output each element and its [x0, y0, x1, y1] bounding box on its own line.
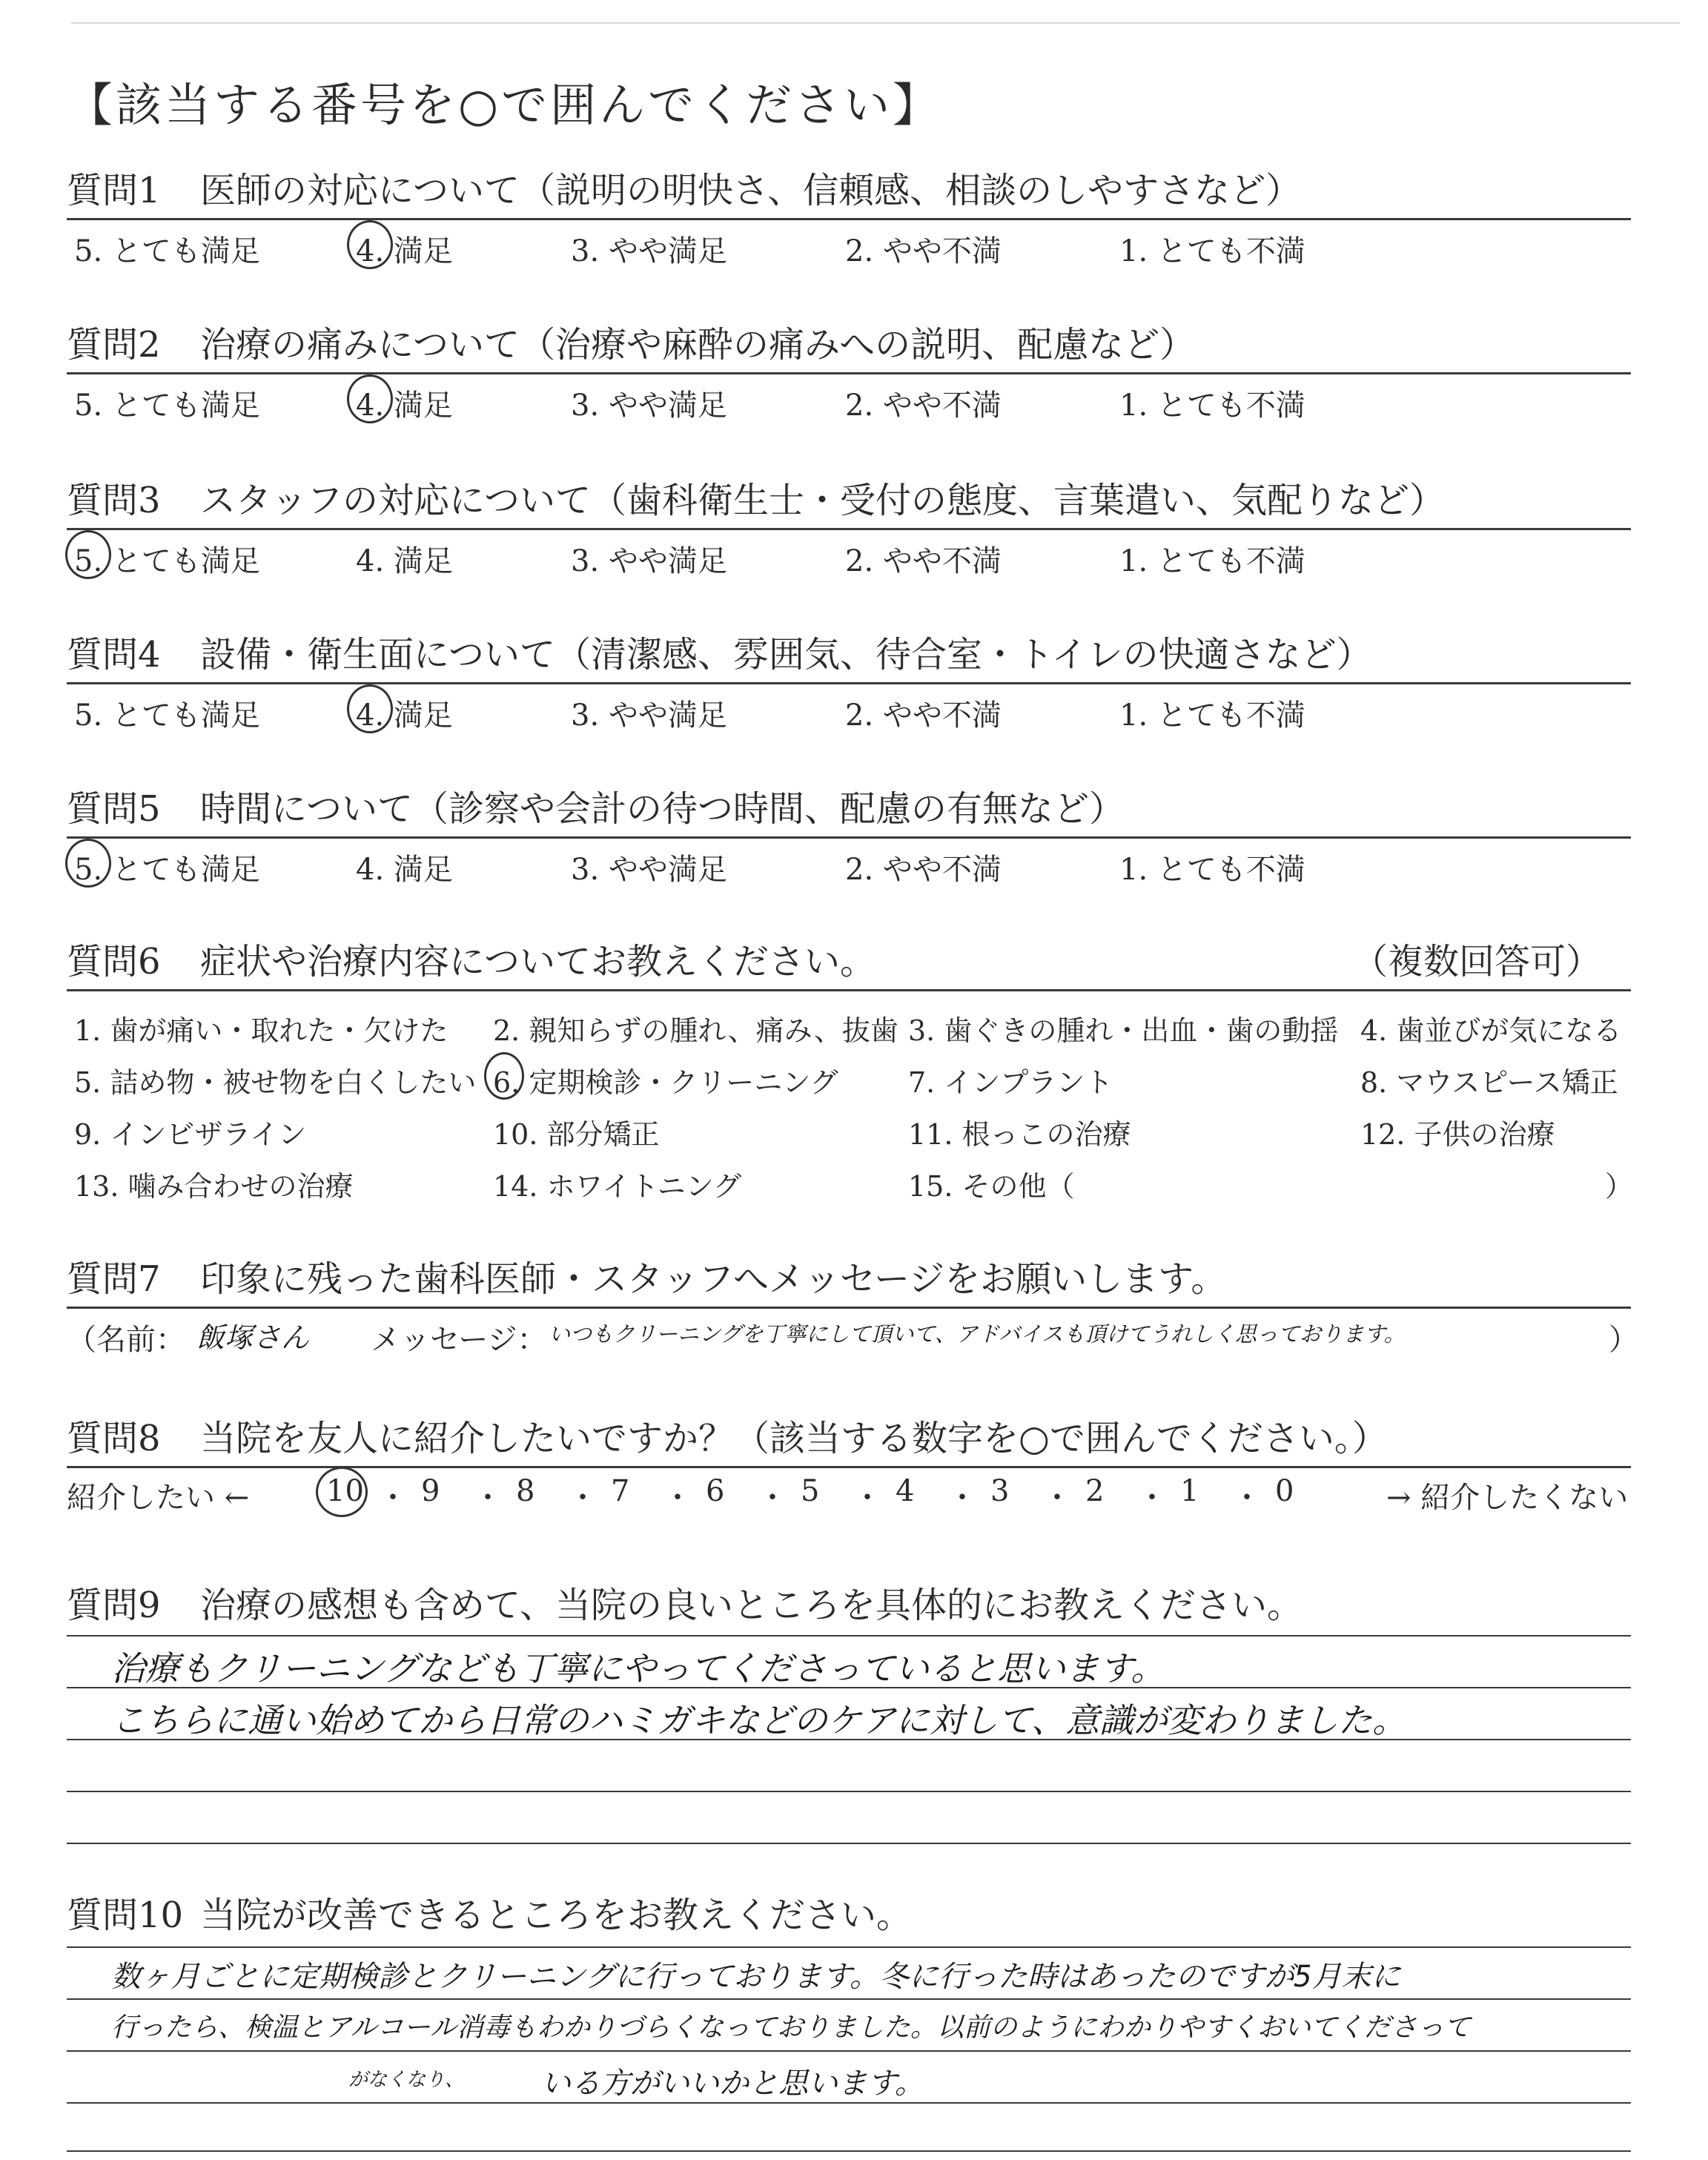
question-text: 時間について（診察や会計の待つ時間、配慮の有無など）	[200, 788, 1125, 830]
question-title	[67, 475, 1631, 526]
rating-option[interactable]: 4. 満足	[356, 544, 453, 578]
scale-separator: ・	[947, 1481, 977, 1515]
selection-circle	[484, 1052, 524, 1100]
scale-value[interactable]: 2	[1085, 1474, 1105, 1508]
q10-insert-note[interactable]: がなくなり、	[348, 2069, 465, 2091]
rating-option[interactable]: 1. とても不満	[1119, 544, 1305, 578]
rating-option[interactable]: 5. とても満足	[74, 544, 260, 578]
treatment-option[interactable]: 14. ホワイトニング	[493, 1170, 742, 1203]
scale-value[interactable]: 1	[1180, 1474, 1199, 1508]
question-text: 治療の痛みについて（治療や麻酔の痛みへの説明、配慮など）	[200, 324, 1196, 366]
scale-value[interactable]: 5	[801, 1474, 820, 1508]
scale-value[interactable]: 9	[421, 1474, 440, 1508]
rating-options	[67, 530, 1631, 578]
question-9	[67, 1579, 1631, 1631]
question-text: 当院を友人に紹介したいですか？（該当する数字を○で囲んでください。）	[200, 1418, 1388, 1459]
q10-answer-line-2[interactable]: 行ったら、検温とアルコール消毒もわかりづらくなっておりました。以前のようにわかりやすくおいてくださって	[111, 2012, 1471, 2043]
treatment-option[interactable]: 4. 歯並びが気になる	[1360, 1014, 1622, 1047]
recommend-scale	[67, 1468, 1631, 1513]
question-5	[67, 783, 1631, 886]
question-3	[67, 475, 1631, 578]
treatment-option[interactable]: 5. 詰め物・被せ物を白くしたい	[74, 1066, 477, 1099]
name-value[interactable]: 飯塚さん	[196, 1321, 310, 1354]
scale-left-label: 紹介したい ←	[67, 1481, 250, 1515]
scale-separator: ・	[473, 1481, 503, 1515]
answer-rule	[67, 1843, 1631, 1844]
treatment-option[interactable]: 6. 定期検診・クリーニング	[493, 1066, 838, 1099]
rating-option[interactable]: 3. やや満足	[571, 853, 727, 887]
q10-answer-line-1[interactable]: 数ヶ月ごとに定期検診とクリーニングに行っております。冬に行った時はあったのですが5月末に	[111, 1960, 1401, 1994]
rating-options	[67, 684, 1631, 732]
rating-options	[67, 839, 1631, 886]
rating-option[interactable]: 1. とても不満	[1119, 698, 1305, 733]
rating-option[interactable]: 2. やや不満	[845, 853, 1002, 887]
rating-option[interactable]: 3. やや満足	[571, 544, 727, 578]
treatment-option[interactable]: 9. インビザライン	[74, 1118, 307, 1151]
question-8	[67, 1413, 1631, 1513]
treatment-option[interactable]: 2. 親知らずの腫れ、痛み、抜歯	[493, 1014, 898, 1047]
scale-separator: ・	[1137, 1481, 1167, 1515]
question-number: 質問10	[67, 1895, 184, 1936]
rating-option[interactable]: 5. とても満足	[74, 389, 260, 423]
selection-circle	[347, 220, 393, 269]
question-number: 質問4	[67, 634, 161, 676]
treatment-option[interactable]: 12. 子供の治療	[1360, 1118, 1555, 1151]
question-number: 質問9	[67, 1585, 161, 1626]
selection-circle	[65, 530, 111, 579]
scale-separator: ・	[663, 1481, 692, 1515]
question-title	[67, 165, 1631, 217]
message-row	[67, 1309, 1638, 1357]
answer-rule	[67, 2102, 1631, 2104]
rating-options	[67, 374, 1631, 422]
message-value[interactable]: いつもクリーニングを丁寧にして頂いて、アドバイスも頂けてうれしく思っております。	[549, 1321, 1406, 1347]
answer-rule	[67, 2150, 1631, 2152]
rating-options	[67, 220, 1631, 268]
question-number: 質問2	[67, 324, 161, 366]
treatment-option[interactable]: 15. その他（	[908, 1170, 1075, 1203]
question-title	[67, 783, 1631, 835]
rating-option[interactable]: 3. やや満足	[571, 389, 727, 423]
treatment-option[interactable]: 3. 歯ぐきの腫れ・出血・歯の動揺	[908, 1014, 1339, 1047]
question-10	[67, 1889, 1631, 1941]
rating-option[interactable]: 3. やや満足	[571, 698, 727, 733]
multiple-answer-note: （複数回答可）	[1351, 941, 1601, 982]
question-text: 設備・衛生面について（清潔感、雰囲気、待合室・トイレの快適さなど）	[200, 634, 1372, 676]
rating-option[interactable]: 4. 満足	[356, 389, 453, 423]
rating-option[interactable]: 4. 満足	[356, 853, 453, 887]
treatment-options	[67, 991, 1634, 1214]
question-number: 質問6	[67, 941, 161, 982]
question-4	[67, 629, 1631, 732]
treatment-option[interactable]: 13. 噛み合わせの治療	[74, 1170, 354, 1203]
question-number: 質問5	[67, 788, 161, 830]
scale-value[interactable]: 8	[516, 1474, 535, 1508]
question-text: 症状や治療内容についてお教えください。	[200, 941, 876, 982]
selection-circle	[347, 374, 393, 423]
treatment-option[interactable]: 7. インプラント	[908, 1066, 1113, 1099]
scale-value[interactable]: 6	[706, 1474, 725, 1508]
treatment-option[interactable]: 11. 根っこの治療	[908, 1118, 1131, 1151]
question-title	[67, 1253, 1631, 1305]
rating-option[interactable]: 4. 満足	[356, 234, 453, 268]
answer-rule	[67, 1791, 1631, 1792]
question-title	[67, 1413, 1631, 1464]
name-label: （名前：	[67, 1323, 185, 1357]
answer-rule	[67, 1998, 1631, 2000]
scale-separator: ・	[758, 1481, 787, 1515]
treatment-option[interactable]: 10. 部分矯正	[493, 1118, 660, 1151]
selection-circle	[316, 1467, 368, 1517]
scale-value[interactable]: 7	[611, 1474, 630, 1508]
question-text: 印象に残った歯科医師・スタッフへメッセージをお願いします。	[200, 1258, 1227, 1300]
scale-separator: ・	[378, 1481, 408, 1515]
q9-answer-line-1[interactable]: 治療もクリーニングなども丁寧にやってくださっていると思います。	[111, 1648, 1165, 1688]
question-2	[67, 319, 1631, 422]
question-title	[67, 936, 1631, 988]
scale-separator: ・	[568, 1481, 598, 1515]
selection-circle	[65, 839, 111, 888]
question-text: 医師の対応について（説明の明快さ、信頼感、相談のしやすさなど）	[200, 170, 1302, 211]
scale-value[interactable]: 0	[1275, 1474, 1294, 1508]
question-1	[67, 165, 1631, 268]
question-text: 当院が改善できるところをお教えください。	[200, 1895, 913, 1936]
scale-separator: ・	[853, 1481, 882, 1515]
question-number: 質問3	[67, 480, 161, 521]
treatment-option[interactable]: 1. 歯が痛い・取れた・欠けた	[74, 1014, 448, 1047]
question-title	[67, 629, 1631, 681]
question-title	[67, 1579, 1631, 1631]
question-text: 治療の感想も含めて、当院の良いところを具体的にお教えください。	[200, 1585, 1303, 1626]
rating-option[interactable]: 5. とても満足	[74, 234, 260, 268]
other-close-paren: ）	[1605, 1170, 1634, 1203]
rating-option[interactable]: 3. やや満足	[571, 234, 727, 268]
answer-rule	[67, 2050, 1631, 2052]
scale-separator: ・	[1042, 1481, 1072, 1515]
question-number: 質問7	[67, 1258, 161, 1300]
rating-option[interactable]: 2. やや不満	[845, 389, 1002, 423]
rating-option[interactable]: 2. やや不満	[845, 698, 1002, 733]
rating-option[interactable]: 1. とても不満	[1119, 389, 1305, 423]
rating-option[interactable]: 1. とても不満	[1119, 234, 1305, 268]
scale-value[interactable]: 4	[896, 1474, 915, 1508]
close-paren: ）	[1609, 1323, 1638, 1357]
message-label: メッセージ：	[371, 1323, 547, 1357]
question-title	[67, 1889, 1631, 1941]
rating-option[interactable]: 4. 満足	[356, 698, 453, 733]
q9-answer-line-2[interactable]: こちらに通い始めてから日常のハミガキなどのケアに対して、意識が変わりました。	[111, 1700, 1407, 1740]
page-header: 【該当する番号を○で囲んでください】	[67, 78, 942, 132]
rating-option[interactable]: 2. やや不満	[845, 544, 1002, 578]
top-border	[71, 22, 1680, 24]
scale-value[interactable]: 10	[326, 1474, 364, 1508]
question-number: 質問8	[67, 1418, 161, 1459]
rating-option[interactable]: 5. とても満足	[74, 698, 260, 733]
answer-rule	[67, 1946, 1631, 1948]
q10-answer-line-3[interactable]: いる方がいいかと思います。	[541, 2067, 924, 2101]
answer-rule	[67, 1635, 1631, 1636]
question-text: スタッフの対応について（歯科衛生士・受付の態度、言葉遣い、気配りなど）	[200, 480, 1446, 521]
question-title	[67, 319, 1631, 371]
scale-right-label: → 紹介したくない	[1386, 1481, 1629, 1515]
question-6	[67, 936, 1634, 1214]
question-number: 質問1	[67, 170, 161, 211]
scale-separator: ・	[1232, 1481, 1262, 1515]
question-7	[67, 1253, 1638, 1357]
rating-option[interactable]: 1. とても不満	[1119, 853, 1305, 887]
rating-option[interactable]: 5. とても満足	[74, 853, 260, 887]
treatment-option[interactable]: 8. マウスピース矯正	[1360, 1066, 1618, 1099]
scale-value[interactable]: 3	[990, 1474, 1010, 1508]
selection-circle	[347, 684, 393, 733]
rating-option[interactable]: 2. やや不満	[845, 234, 1002, 268]
